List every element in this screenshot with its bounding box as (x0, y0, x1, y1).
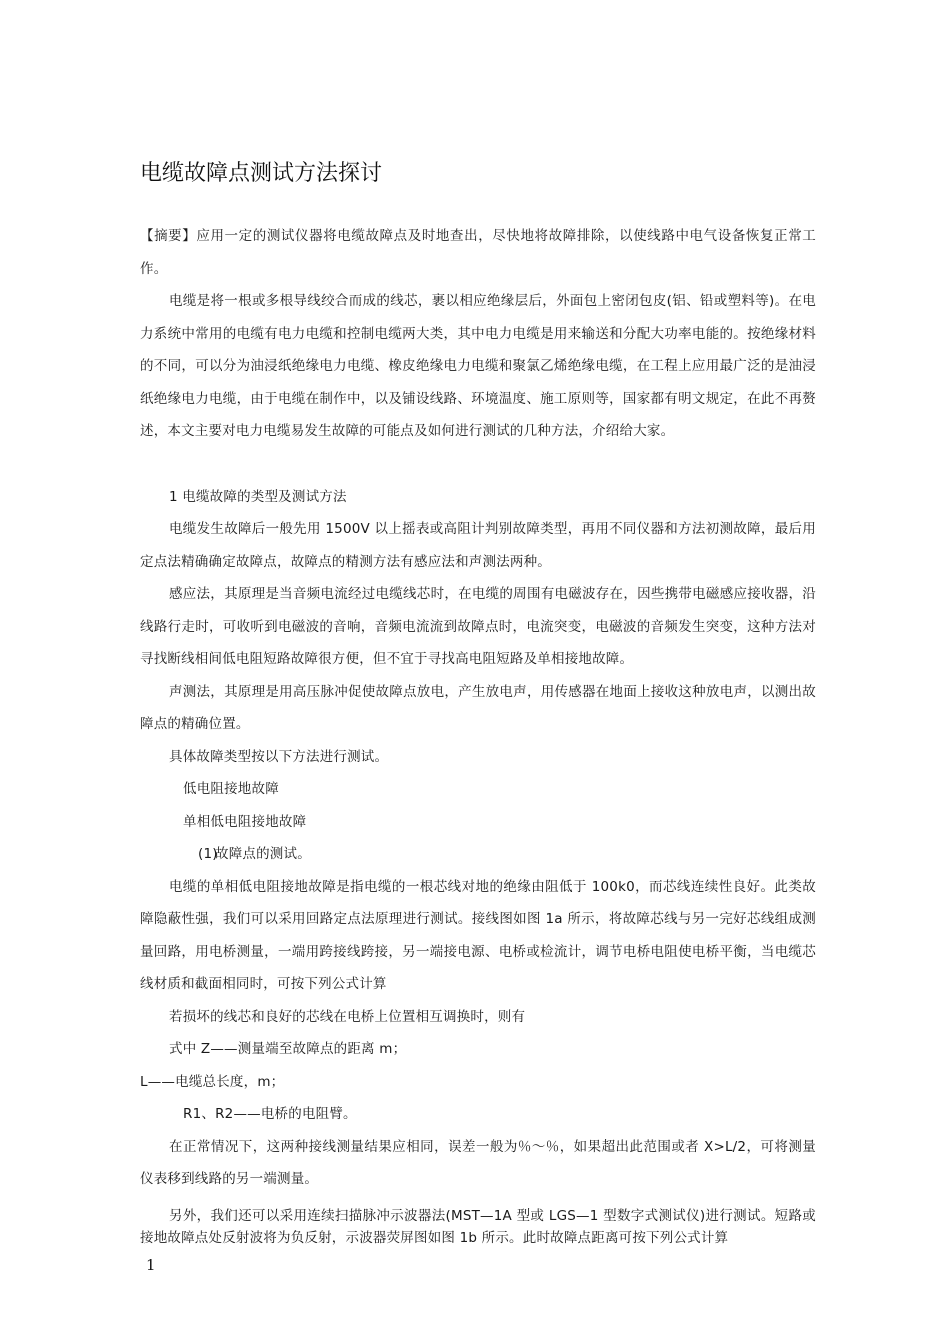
normal-case-paragraph: 在正常情况下，这两种接线测量结果应相同，误差一般为％～％，如果超出此范围或者 X>L/2，可将测量仪表移到线路的另一端测量。 (140, 1138, 816, 1187)
abstract-paragraph: 【摘要】应用一定的测试仪器将电缆故障点及时地查出，尽快地将故障排除，以使线路中电气设备恢复正常工作。 (140, 228, 816, 277)
acoustic-method-paragraph: 声测法，其原理是用高压脉冲促使故障点放电，产生放电声，用传感器在地面上接收这种放电声，以测出故障点的精确位置。 (140, 683, 816, 732)
list-item-fault-test (140, 838, 816, 871)
l-definition-line: L——电缆总长度，m； (140, 1073, 285, 1090)
section1-paragraph: 电缆发生故障后一般先用 1500V 以上摇表或高阻计判别故障类型，再用不同仪器和方法初测故障，最后用定点法精确确定故障点，故障点的精测方法有感应法和声测法两种。 (140, 521, 816, 570)
induction-method-paragraph: 感应法，其原理是当音频电流经过电缆线芯时，在电缆的周围有电磁波存在，因些携带电磁感应接收器，沿线路行走时，可收听到电磁波的音响，音频电流流到故障点时，电流突变，电磁波的音频发生突变，这种方法对寻找断线相间低电阻短路故障很方便，但不宜于寻找高电阻短路及单相接地故障。 (140, 586, 816, 667)
list-item-number: (1) (198, 846, 218, 862)
low-resistance-ground-heading: 低电阻接地故障 (183, 781, 279, 797)
section-heading: 1 电缆故障的类型及测试方法 (169, 488, 347, 505)
z-definition-line: 式中 Z——测量端至故障点的距离 m； (169, 1041, 407, 1057)
r-definition-line: R1、R2——电桥的电阻臂。 (183, 1106, 357, 1122)
page-title: 电缆故障点测试方法探讨 (140, 160, 383, 186)
pulse-method-paragraph: 另外，我们还可以采用连续扫描脉冲示波器法(MST—1A 型或 LGS—1 型数字式测试仪)进行测试。短路或接地故障点处反射波将为负反射，示波器荧屏图如图 1b 所示。此时故障点距离可按下列公式计算 (140, 1207, 816, 1246)
specific-types-line: 具体故障类型按以下方法进行测试。 (169, 748, 389, 765)
list-item-text: 故障点的测试。 (215, 846, 311, 862)
single-phase-paragraph: 电缆的单相低电阻接地故障是指电缆的一根芯线对地的绝缘由阻低于 100k0，而芯线连续性良好。此类故障隐蔽性强，我们可以采用回路定点法原理进行测试。接线图如图 1a 所示，将故障芯线与另一完好芯线组成测量回路，用电桥测量，一端用跨接线跨接，另一端接电源、电桥或检流计，调节电桥电阻使电桥平衡，当电缆芯线材质和截面相同时，可按下列公式计算 (140, 878, 816, 992)
single-phase-heading: 单相低电阻接地故障 (183, 813, 307, 830)
swap-note-line: 若损坏的线芯和良好的芯线在电桥上位置相互调换时，则有 (169, 1008, 526, 1025)
document-body (140, 220, 816, 1249)
page-number: 1 (146, 1256, 156, 1274)
intro-paragraph: 电缆是将一根或多根导线绞合而成的线芯，裹以相应绝缘层后，外面包上密闭包皮(铝、铅或塑料等)。在电力系统中常用的电缆有电力电缆和控制电缆两大类，其中电力电缆是用来输送和分配大功率电能的。按绝缘材料的不同，可以分为油浸纸绝缘电力电缆、橡皮绝缘电力电缆和聚氯乙烯绝缘电缆，在工程上应用最广泛的是油浸纸绝缘电力电缆，由于电缆在制作中，以及铺设线路、环境温度、施工原则等，国家都有明文规定，在此不再赘述，本文主要对电力电缆易发生故障的可能点及如何进行测试的几种方法，介绍给大家。 (140, 293, 816, 439)
